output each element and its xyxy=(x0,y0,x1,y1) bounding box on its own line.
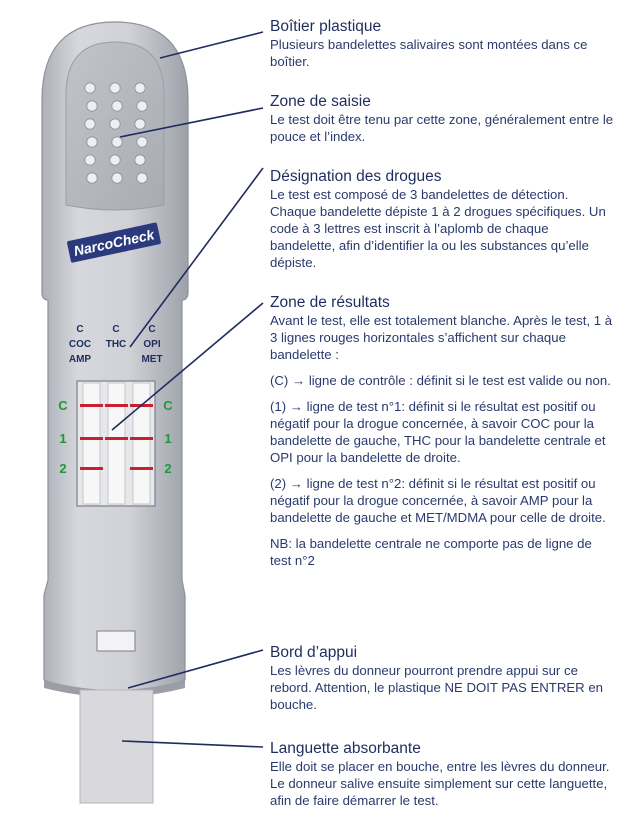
code-c-right: C xyxy=(148,324,156,335)
section-title: Désignation des drogues xyxy=(270,168,442,185)
section-text: Elle doit se placer en bouche, entre les lèvres du donneur. Le donneur salive ensuite simplement sur cette languette, afin de faire démarrer le test. xyxy=(270,759,610,808)
code-top-center: THC xyxy=(105,339,127,350)
result-line-c-center xyxy=(105,404,128,407)
brand-label: NarcoCheck xyxy=(72,226,156,259)
result-line-c-left xyxy=(80,404,103,407)
code-top-left: COC xyxy=(68,339,92,350)
grip-dot xyxy=(112,137,122,147)
code-bottom-left: AMP xyxy=(68,354,92,365)
grip-dot xyxy=(87,137,97,147)
section-text: (2) → ligne de test n°2: définit si le résultat est positif ou négatif pour la drogue concernée, à savoir AMP pour la bandelette de gauche et MET/MDMA pour celle de droite. xyxy=(270,476,606,525)
section-absorbent-pad xyxy=(270,740,615,809)
result-line-2-left xyxy=(80,467,103,470)
section-text: Avant le test, elle est totalement blanche. Après le test, 1 à 3 lignes rouges horizontales s’affichent sur chaque bandelette : xyxy=(270,313,613,362)
strip-center xyxy=(108,383,125,504)
section-title: Languette absorbante xyxy=(270,740,421,757)
result-line-1-left xyxy=(80,437,103,440)
grip-dot xyxy=(85,83,95,93)
level-label-2-left: 2 xyxy=(59,461,67,476)
grip-dot xyxy=(87,101,97,111)
grip-dot xyxy=(85,155,95,165)
code-top-right: OPI xyxy=(143,339,161,350)
section-title: Zone de résultats xyxy=(270,294,390,311)
base-window xyxy=(97,631,135,651)
grip-dot xyxy=(110,119,120,129)
section-text: Le test doit être tenu par cette zone, généralement entre le pouce et l’index. xyxy=(270,112,614,144)
code-c-left: C xyxy=(76,324,84,335)
result-line-2-right xyxy=(130,467,153,470)
section-rest-edge xyxy=(270,644,615,713)
code-bottom-right: MET xyxy=(141,354,163,365)
grip-dot xyxy=(137,173,147,183)
section-text: (1) → ligne de test n°1: définit si le résultat est positif ou négatif pour la drogue concernée, à savoir COC pour la bandelette de gauche, THC pour la bandelette centrale et OPI pour la bandelette de droite. xyxy=(270,399,606,465)
section-text: Plusieurs bandelettes salivaires sont montées dans ce boîtier. xyxy=(270,37,588,69)
level-label-2-right: 2 xyxy=(164,461,172,476)
grip-dot xyxy=(135,119,145,129)
grip-dot xyxy=(137,137,147,147)
section-text: NB: la bandelette centrale ne comporte pas de ligne de test n°2 xyxy=(270,536,592,568)
grip-dot xyxy=(112,173,122,183)
level-label-1-left: 1 xyxy=(59,431,67,446)
callout-housing xyxy=(160,32,263,58)
level-label-1-right: 1 xyxy=(164,431,172,446)
result-line-1-right xyxy=(130,437,153,440)
section-results xyxy=(270,294,615,569)
section-grip xyxy=(270,93,615,145)
grip-dot xyxy=(137,101,147,111)
result-line-1-center xyxy=(105,437,128,440)
section-text: Les lèvres du donneur pourront prendre appui sur ce rebord. Attention, le plastique NE DOIT PAS ENTRER en bouche. xyxy=(270,663,604,712)
grip-dot xyxy=(112,101,122,111)
grip-dot xyxy=(87,173,97,183)
grip-dot xyxy=(85,119,95,129)
section-housing xyxy=(270,18,615,70)
section-text: Le test est composé de 3 bandelettes de détection. Chaque bandelette dépiste 1 à 2 drogues spécifiques. Un code à 3 lettres est inscrit à l’aplomb de chaque bandelette, afin d’identifier la ou les substances qu’elle dépiste. xyxy=(270,187,606,270)
grip-dot xyxy=(110,83,120,93)
code-c-center: C xyxy=(112,324,120,335)
level-label-c-left: C xyxy=(58,398,68,413)
grip-dot xyxy=(135,83,145,93)
section-title: Boîtier plastique xyxy=(270,18,382,35)
section-title: Zone de saisie xyxy=(270,93,371,110)
grip-dot xyxy=(110,155,120,165)
section-drug-codes xyxy=(270,168,615,271)
strip-left xyxy=(83,383,100,504)
section-title: Bord d’appui xyxy=(270,644,358,661)
section-text: (C) → ligne de contrôle : définit si le test est valide ou non. xyxy=(270,373,611,388)
absorbent-pad xyxy=(80,690,153,803)
grip-dot xyxy=(135,155,145,165)
level-label-c-right: C xyxy=(163,398,173,413)
